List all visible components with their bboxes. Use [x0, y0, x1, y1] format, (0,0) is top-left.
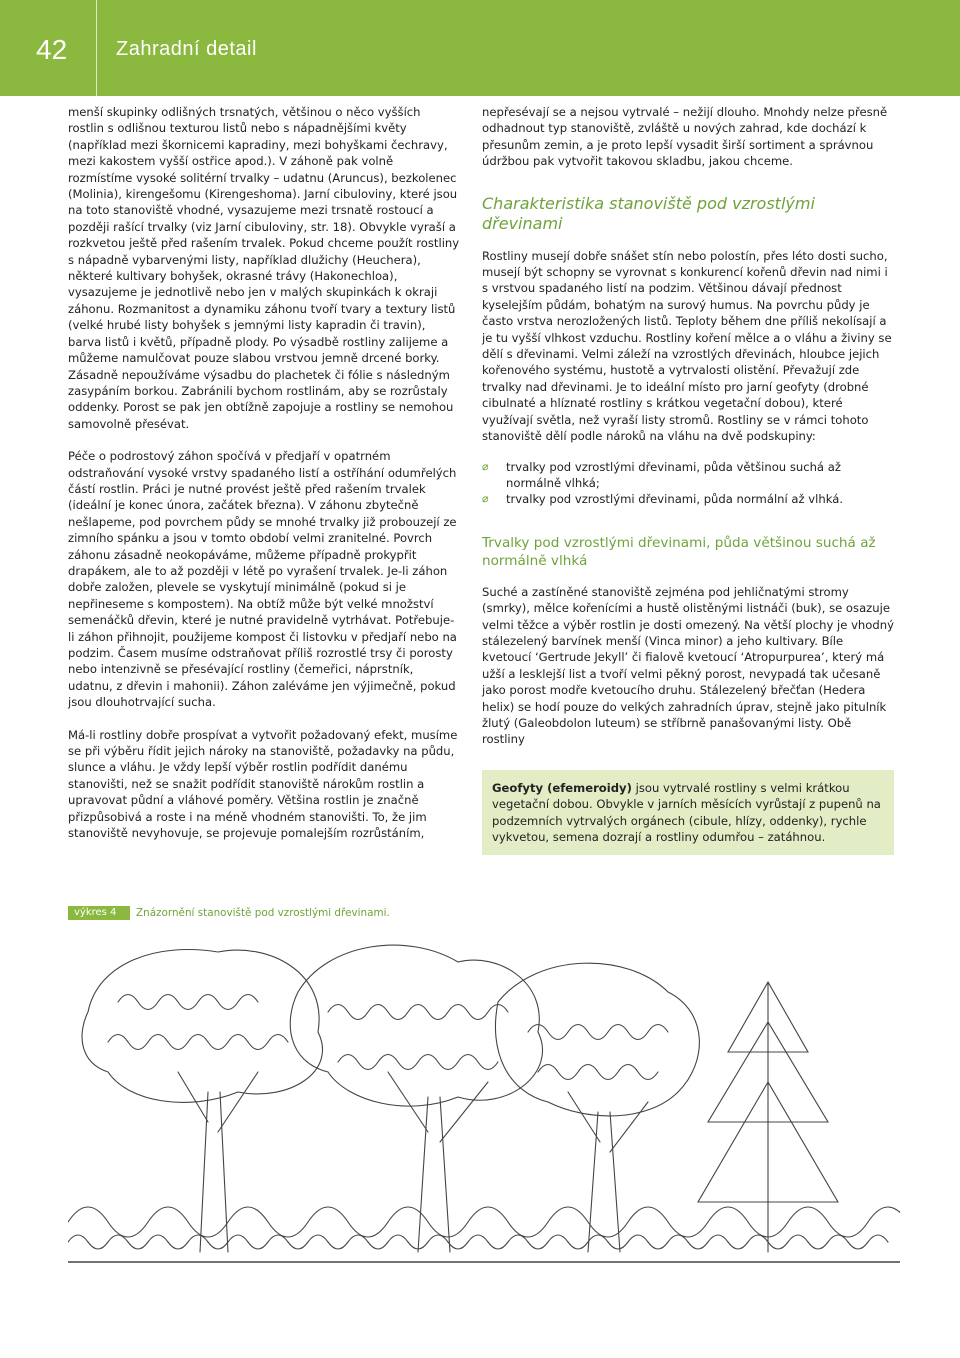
- sketch-canvas: [68, 922, 900, 1290]
- figure-caption: Znázornění stanoviště pod vzrostlými dřevinami.: [136, 907, 390, 919]
- page-number: 42: [36, 34, 68, 65]
- list-item-text: trvalky pod vzrostlými dřevinami, půda normální až vlhká.: [506, 492, 844, 507]
- list-item: [482, 459, 894, 492]
- tree-sketch-illustration: [68, 922, 900, 1290]
- right-paragraph-1: nepřesévají se a nejsou vytrvalé – nežijí dlouho. Mnohdy nelze přesně odhadnout typ stanoviště, zvláště u nových zahrad, kde dochází k přesunům zemin, a je proto lepší vysadit širší sortiment a správnou údržbou pak vytvořit takovou skladbu, jakou chceme.: [482, 105, 888, 169]
- shrub-layer: [68, 1207, 900, 1237]
- list-item: [482, 491, 894, 507]
- section-heading: Charakteristika stanoviště pod vzrostlými dřevinami: [482, 193, 815, 233]
- info-box-text: jsou vytrvalé rostliny s velmi krátkou vegetační dobou. Obvykle v jarních měsících vyrůstají z pupenů na podzemních vytrvalých orgánech (cibule, hlízy, oddenky), rychle vykvetou, semena dozrají a rostliny odumřou – zatáhnou.: [492, 780, 881, 844]
- figure-label: výkres 4: [68, 906, 130, 920]
- header-divider: [96, 0, 97, 96]
- info-box-term: Geofyty (efemeroidy): [492, 780, 632, 795]
- page-header: [0, 0, 960, 96]
- right-column: [482, 104, 894, 855]
- leaf-bullet-icon: ⌀: [482, 492, 489, 506]
- right-paragraph-2: Rostliny musejí dobře snášet stín nebo polostín, přes léto dosti sucho, musejí být schopny se vyrovnat s konkurencí kořenů dřevin nad nimi i s vrstvou spadaného listí na podzim. Většinou dávají přednost kyselejším půdám, bohatým na surový humus. Na povrchu půdy je často vrstva nerozložených listů. Teploty během dne příliš nekolísají a je tu vyšší vlhkost vzduchu. Rostliny koření mělce a o vláhu a živiny se dělí s dřevinami. Velmi záleží na vzrostlých dřevinách, hloubce jejich kořenového systému, hustotě a vytrvalosti olistění. Převažují zde trvalky nad dřevinami. Je to ideální místo pro jarní geofyty (drobné cibulnaté a hlíznaté rostliny s krátkou vegetační dobou), které využívají světla, než vyraší listy stromů. Rostliny se v rámci tohoto stanoviště dělí podle nároků na vláhu na dvě podskupiny:: [482, 248, 892, 444]
- subgroup-list: [482, 459, 894, 508]
- left-paragraph-1: menší skupinky odlišných trsnatých, většinou o něco vyšších rostlin s odlišnou texturou listů nebo s nápadnějšími květy (například mezi škornicemi kapradiny, mezi bohyškami čechravy, mezi kakostem vyšší ostřice apod.). V záhoně pak volně rozmístíme vysoké solitérní trvalky – udatnu (Aruncus), bezkolenec (Molinia), kirengešomu (Kirengeshoma). Jarní cibuloviny, které jsou na toto stanoviště vhodné, vysazujeme mezi trsnatě rostoucí a později rašící trvalky (viz Jarní cibuloviny, str. 18). Obvykle vyraší a rozkvetou ještě před rašením trvalek. Pokud chceme použít rostliny s nápadně vybarvenými listy, například dlužichy (Heuchera), některé kultivary bohyšek, okrasné trávy (Hakonechloa), vysazujeme je jednotlivě nebo jen v malých skupinkách k okraji záhonu. Rozmanitost a dynamiku záhonu tvoří tvary a textury listů (velké hrubé listy bohyšek s jemnými listy kapradin či travin), barva listů i květů, případně plody. Po výsadbě rostliny zalijeme a můžeme namulčovat pouze slabou vrstvou jemně drcené borky. Zásadně nepoužíváme výsadbu do plachetek či fólie s následným zasypáním borkou. Zabránili bychom rostlinám, aby se rozrůstaly oddenky. Porost se pak jen obtížně zapojuje a rostliny se nemohou samovolně přesévat.: [68, 105, 460, 431]
- running-title: Zahradní detail: [116, 38, 257, 60]
- tree-trunk-2: [388, 1072, 488, 1252]
- left-column: [68, 104, 460, 841]
- left-paragraph-3: Má-li rostliny dobře prospívat a vytvořit požadovaný efekt, musíme se při výběru řídit jejich nároky na stanoviště, požadavky na půdu, slunce a vláhu. Je vždy lepší výběr rostlin podřídit danému stanovišti, než se snažit podřídit stanoviště nárokům rostlin a upravovat půdní a vláhové poměry. Většina rostlin je značně přizpůsobivá a roste i na méně vhodném stanovišti. To, že jim stanoviště nevyhovuje, se projevuje pomalejším rozrůstáním,: [68, 727, 458, 841]
- tree-canopy-1: [82, 950, 322, 1103]
- conifer-tree: [698, 982, 838, 1252]
- subsection-heading: Trvalky pod vzrostlými dřevinami, půda většinou suchá až normálně vlhká: [482, 534, 876, 569]
- right-paragraph-3: Suché a zastíněné stanoviště zejména pod jehličnatými stromy (smrky), mělce kořenícími a hustě olistěnými listnáči (buk), se osazuje velmi těžce a výběr rostlin je dosti omezený. Na větší plochy je vhodný stálezelený barvínek menší (Vinca minor) a jeho kultivary. Bíle kvetoucí ‘Gertrude Jekyll’ či fialově kvetoucí ‘Atropurpurea’, který má užší a lesklejší list a tvoří velmi pěkný porost, nevypadá tak učesaně jako porost modře kvetoucího druhu. Stálezelený břečťan (Hedera helix) se hodí pouze do velkých zahradních úprav, stejně jako pitulník žlutý (Galeobdolon luteum) se stříbrně panašovanými listy. Obě rostliny: [482, 584, 894, 747]
- leaf-bullet-icon: ⌀: [482, 459, 489, 473]
- left-paragraph-2: Péče o podrostový záhon spočívá v předjaří v opatrném odstraňování vysoké vrstvy spadaného listí a ostříhání odumřelých částí rostlin. Práci je nutné provést ještě před rašením trvalek (ideální je konec února, začátek března). V záhonu zbytečně nešlapeme, pod povrchem půdy se mnohé trvalky již probouzejí ze zimního spánku a jsou v tomto období velmi zranitelné. Povrch záhonu zásadně neokopáváme, můžeme případně prokypřit drapákem, ale to až později v létě po vyrašení trvalek. Je-li záhon dobře založen, plevele se vyskytují minimálně (pokud si je nepřineseme s kompostem). Na obtíž může být velké množství semenáčků dřevin, které je nutné pravidelně vytrhávat. Potřebuje-li záhon přihnojit, použijeme kompost či listovku v předjaří nebo na podzim. Časem musíme odstraňovat příliš rozrostlé trsy či porosty nebo intenzivně se přesévající rostliny (čemeřici, náprstník, udatnu, z dřevin i mahonii). Záhon zaléváme jen výjimečně, pokud jsou dlouhotrvající sucha.: [68, 449, 457, 710]
- info-box: [482, 770, 894, 856]
- tree-canopy-2: [290, 945, 542, 1106]
- list-item-text: trvalky pod vzrostlými dřevinami, půda většinou suchá až normálně vlhká;: [506, 459, 841, 490]
